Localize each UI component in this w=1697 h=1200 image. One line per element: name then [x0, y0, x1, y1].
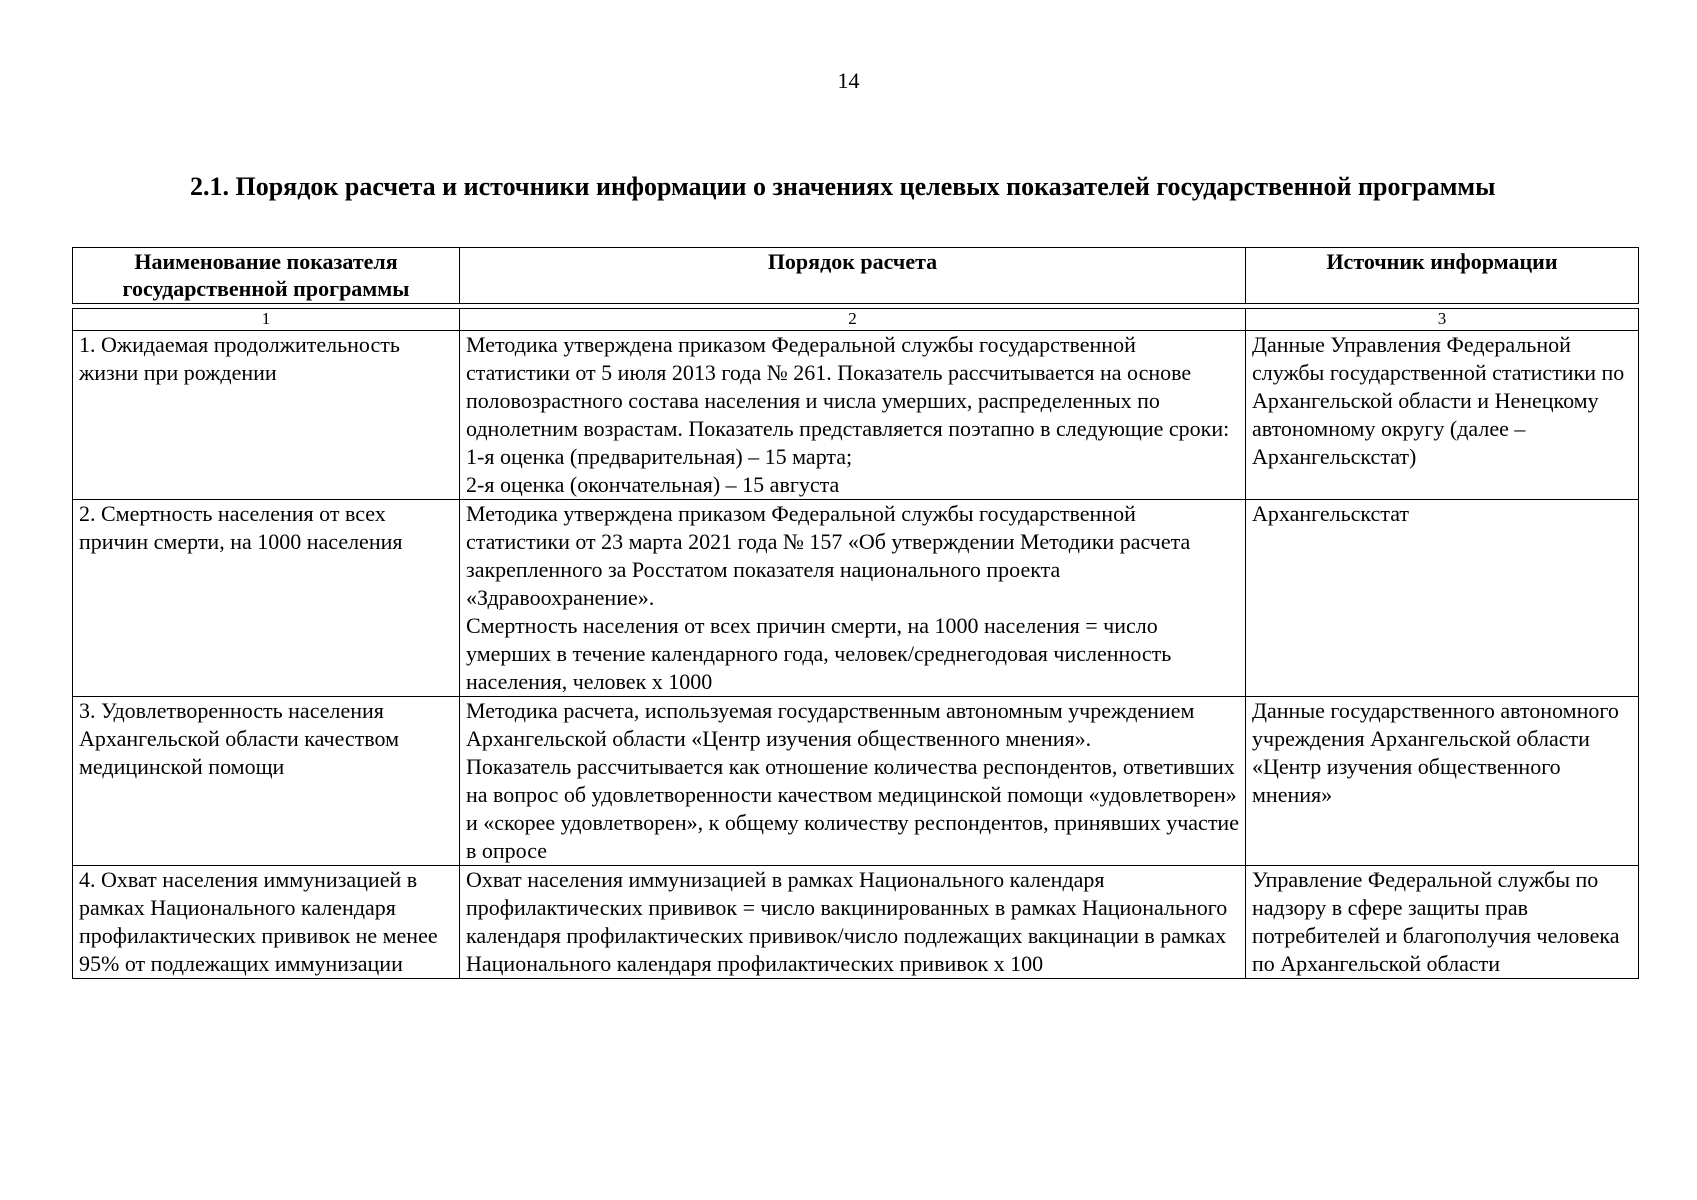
calculation-method: Методика утверждена приказом Федеральной службы государственной статистики от 23 марта 2021 года № 157 «Об утверждении Методики расчета закрепленного за Росстатом показателя национального проекта «Здравоохранение». Смертность населения от всех причин смерти, на 1000 населения = число умерших в течение календарного года, человек/среднегодовая численность населения, человек х 1000	[460, 500, 1246, 697]
column-number: 1	[73, 309, 460, 331]
header-indicator-name: Наименование показателя государственной программы	[73, 248, 460, 304]
indicator-name: 4. Охват населения иммунизацией в рамках Национального календаря профилактических прививок не менее 95% от подлежащих иммунизации	[73, 866, 460, 979]
table-row	[73, 500, 1639, 697]
table-row	[73, 866, 1639, 979]
table-row	[73, 697, 1639, 866]
indicator-name: 1. Ожидаемая продолжительность жизни при рождении	[73, 331, 460, 500]
indicators-table	[72, 247, 1639, 979]
column-number-row	[73, 309, 1639, 331]
section-title: 2.1. Порядок расчета и источники информации о значениях целевых показателей государственной программы	[190, 172, 1496, 201]
information-source: Данные государственного автономного учреждения Архангельской области «Центр изучения общественного мнения»	[1246, 697, 1639, 866]
header-information-source: Источник информации	[1246, 248, 1639, 304]
table-row	[73, 331, 1639, 500]
column-number: 3	[1246, 309, 1639, 331]
information-source: Управление Федеральной службы по надзору в сфере защиты прав потребителей и благополучия человека по Архангельской области	[1246, 866, 1639, 979]
page-number: 14	[837, 68, 860, 93]
indicator-name: 3. Удовлетворенность населения Архангельской области качеством медицинской помощи	[73, 697, 460, 866]
header-calculation-method: Порядок расчета	[460, 248, 1246, 304]
header-row	[73, 248, 1639, 304]
calculation-method: Методика расчета, используемая государственным автономным учреждением Архангельской области «Центр изучения общественного мнения». Показатель рассчитывается как отношение количества респондентов, ответивших на вопрос об удовлетворенности качеством медицинской помощи «удовлетворен» и «скорее удовлетворен», к общему количеству респондентов, принявших участие в опросе	[460, 697, 1246, 866]
column-number: 2	[460, 309, 1246, 331]
information-source: Архангельскстат	[1246, 500, 1639, 697]
information-source: Данные Управления Федеральной службы государственной статистики по Архангельской области и Ненецкому автономному округу (далее – Архангельскстат)	[1246, 331, 1639, 500]
calculation-method: Методика утверждена приказом Федеральной службы государственной статистики от 5 июля 2013 года № 261. Показатель рассчитывается на основе половозрастного состава населения и числа умерших, распределенных по однолетним возрастам. Показатель представляется поэтапно в следующие сроки: 1-я оценка (предварительная) – 15 марта; 2-я оценка (окончательная) – 15 августа	[460, 331, 1246, 500]
indicator-name: 2. Смертность населения от всех причин смерти, на 1000 населения	[73, 500, 460, 697]
calculation-method: Охват населения иммунизацией в рамках Национального календаря профилактических прививок = число вакцинированных в рамках Национального календаря профилактических прививок/число подлежащих вакцинации в рамках Национального календаря профилактических прививок х 100	[460, 866, 1246, 979]
